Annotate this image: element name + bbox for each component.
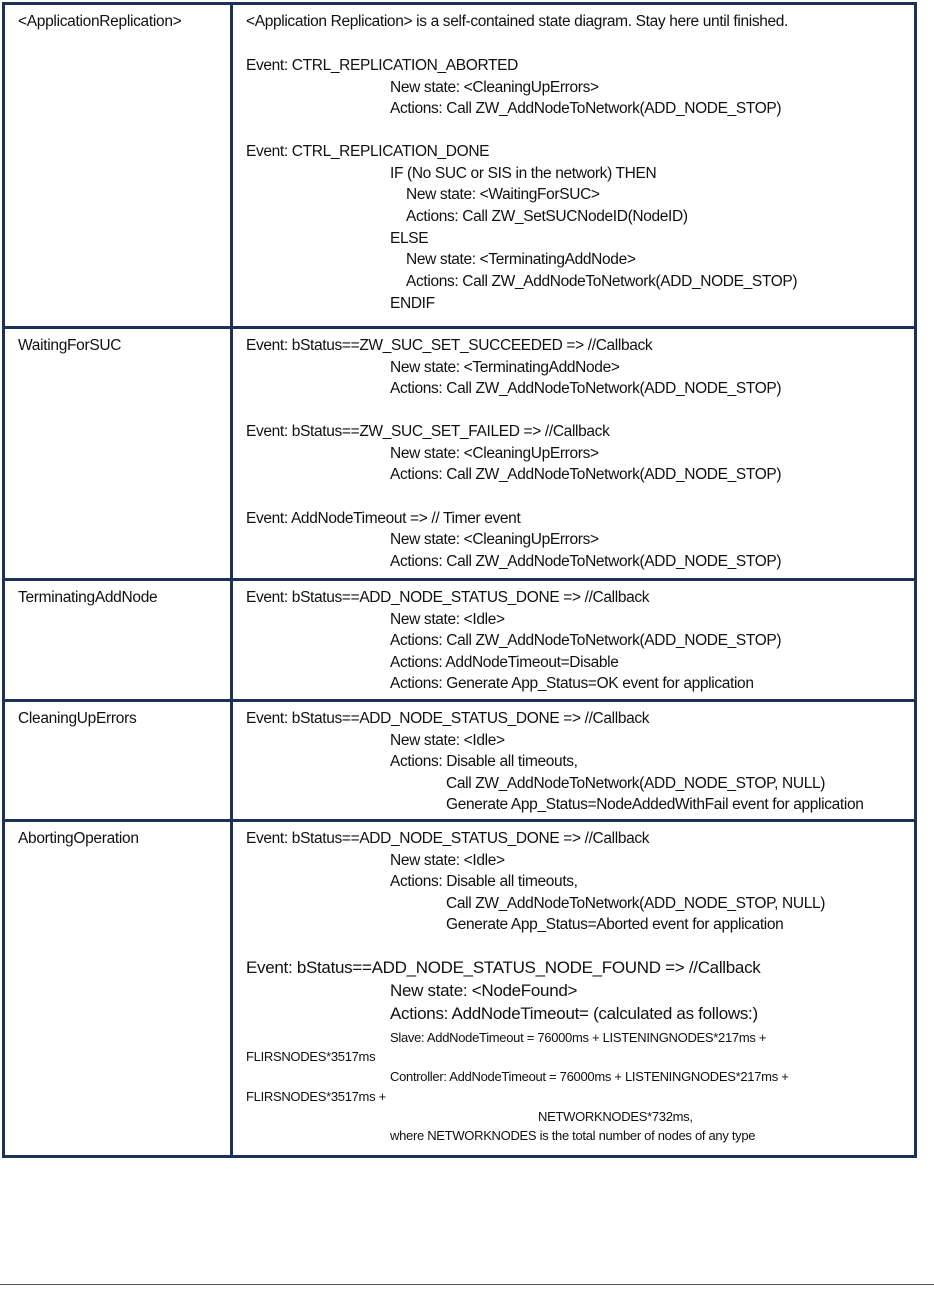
event-line: Event: bStatus==ZW_SUC_SET_SUCCEEDED => //Callback	[246, 337, 653, 354]
actions-line: Generate App_Status=NodeAddedWithFail event for application	[446, 796, 864, 813]
state-name-cell	[4, 328, 232, 580]
state-transition-table	[2, 2, 917, 1158]
event-line: Event: CTRL_REPLICATION_DONE	[246, 143, 490, 160]
new-state-line: New state: <NodeFound>	[390, 981, 578, 1000]
condition-line: IF (No SUC or SIS in the network) THEN	[390, 165, 657, 182]
event-line: Event: bStatus==ADD_NODE_STATUS_NODE_FOUND => //Callback	[246, 958, 761, 977]
new-state-line: New state: <Idle>	[390, 732, 505, 749]
table-row	[4, 4, 916, 328]
state-name: AbortingOperation	[18, 830, 139, 847]
new-state-line: New state: <CleaningUpErrors>	[390, 531, 599, 548]
actions-line: Actions: Call ZW_AddNodeToNetwork(ADD_NODE_STOP)	[390, 100, 782, 117]
event-line: Event: bStatus==ADD_NODE_STATUS_DONE => //Callback	[246, 589, 650, 606]
actions-line: Actions: AddNodeTimeout=Disable	[390, 654, 619, 671]
actions-line: Actions: Call ZW_AddNodeToNetwork(ADD_NODE_STOP)	[390, 553, 782, 570]
event-line: Event: bStatus==ADD_NODE_STATUS_DONE => //Callback	[246, 830, 650, 847]
actions-line: Actions: Call ZW_AddNodeToNetwork(ADD_NODE_STOP)	[406, 273, 798, 290]
new-state-line: New state: <Idle>	[390, 852, 505, 869]
state-name-cell	[4, 701, 232, 821]
state-name-cell	[4, 580, 232, 701]
new-state-line: New state: <CleaningUpErrors>	[390, 445, 599, 462]
table-row	[4, 328, 916, 580]
actions-line: Actions: Generate App_Status=OK event for application	[390, 675, 754, 692]
event-line: Event: bStatus==ZW_SUC_SET_FAILED => //Callback	[246, 423, 610, 440]
actions-line: Actions: Call ZW_AddNodeToNetwork(ADD_NODE_STOP)	[390, 380, 782, 397]
formula-line: FLIRSNODES*3517ms	[246, 1049, 376, 1064]
new-state-line: New state: <TerminatingAddNode>	[406, 251, 636, 268]
formula-line: where NETWORKNODES is the total number of nodes of any type	[390, 1128, 756, 1143]
actions-line: Call ZW_AddNodeToNetwork(ADD_NODE_STOP, NULL)	[446, 775, 826, 792]
condition-line: ENDIF	[390, 295, 435, 312]
transition-cell	[232, 4, 916, 328]
condition-line: ELSE	[390, 230, 429, 247]
state-name: <ApplicationReplication>	[18, 13, 182, 30]
description-line: <Application Replication> is a self-contained state diagram. Stay here until finished.	[246, 13, 789, 30]
actions-line: Actions: Call ZW_AddNodeToNetwork(ADD_NODE_STOP)	[390, 466, 782, 483]
actions-line: Generate App_Status=Aborted event for application	[446, 916, 784, 933]
actions-line: Actions: Call ZW_SetSUCNodeID(NodeID)	[406, 208, 688, 225]
actions-line: Actions: Call ZW_AddNodeToNetwork(ADD_NODE_STOP)	[390, 632, 782, 649]
new-state-line: New state: <CleaningUpErrors>	[390, 79, 599, 96]
formula-line: Controller: AddNodeTimeout = 76000ms + LISTENINGNODES*217ms +	[390, 1069, 789, 1084]
event-line: Event: bStatus==ADD_NODE_STATUS_DONE => //Callback	[246, 710, 650, 727]
formula-line: NETWORKNODES*732ms,	[538, 1109, 693, 1124]
new-state-line: New state: <WaitingForSUC>	[406, 186, 600, 203]
state-name: CleaningUpErrors	[18, 710, 137, 727]
state-name: WaitingForSUC	[18, 337, 122, 354]
table-row	[4, 821, 916, 1157]
transition-cell	[232, 821, 916, 1157]
state-name: TerminatingAddNode	[18, 589, 158, 606]
actions-line: Actions: AddNodeTimeout= (calculated as follows:)	[390, 1004, 758, 1023]
transition-cell	[232, 328, 916, 580]
formula-line: Slave: AddNodeTimeout = 76000ms + LISTENINGNODES*217ms +	[390, 1030, 767, 1045]
footer-rule	[0, 1284, 934, 1285]
actions-line: Actions: Disable all timeouts,	[390, 753, 578, 770]
state-name-cell	[4, 821, 232, 1157]
table-row	[4, 580, 916, 701]
table-row	[4, 701, 916, 821]
event-line: Event: AddNodeTimeout => // Timer event	[246, 510, 521, 527]
transition-cell	[232, 701, 916, 821]
formula-line: FLIRSNODES*3517ms +	[246, 1089, 386, 1104]
state-name-cell	[4, 4, 232, 328]
actions-line: Call ZW_AddNodeToNetwork(ADD_NODE_STOP, NULL)	[446, 895, 826, 912]
new-state-line: New state: <TerminatingAddNode>	[390, 359, 620, 376]
new-state-line: New state: <Idle>	[390, 611, 505, 628]
transition-cell	[232, 580, 916, 701]
actions-line: Actions: Disable all timeouts,	[390, 873, 578, 890]
event-line: Event: CTRL_REPLICATION_ABORTED	[246, 57, 518, 74]
